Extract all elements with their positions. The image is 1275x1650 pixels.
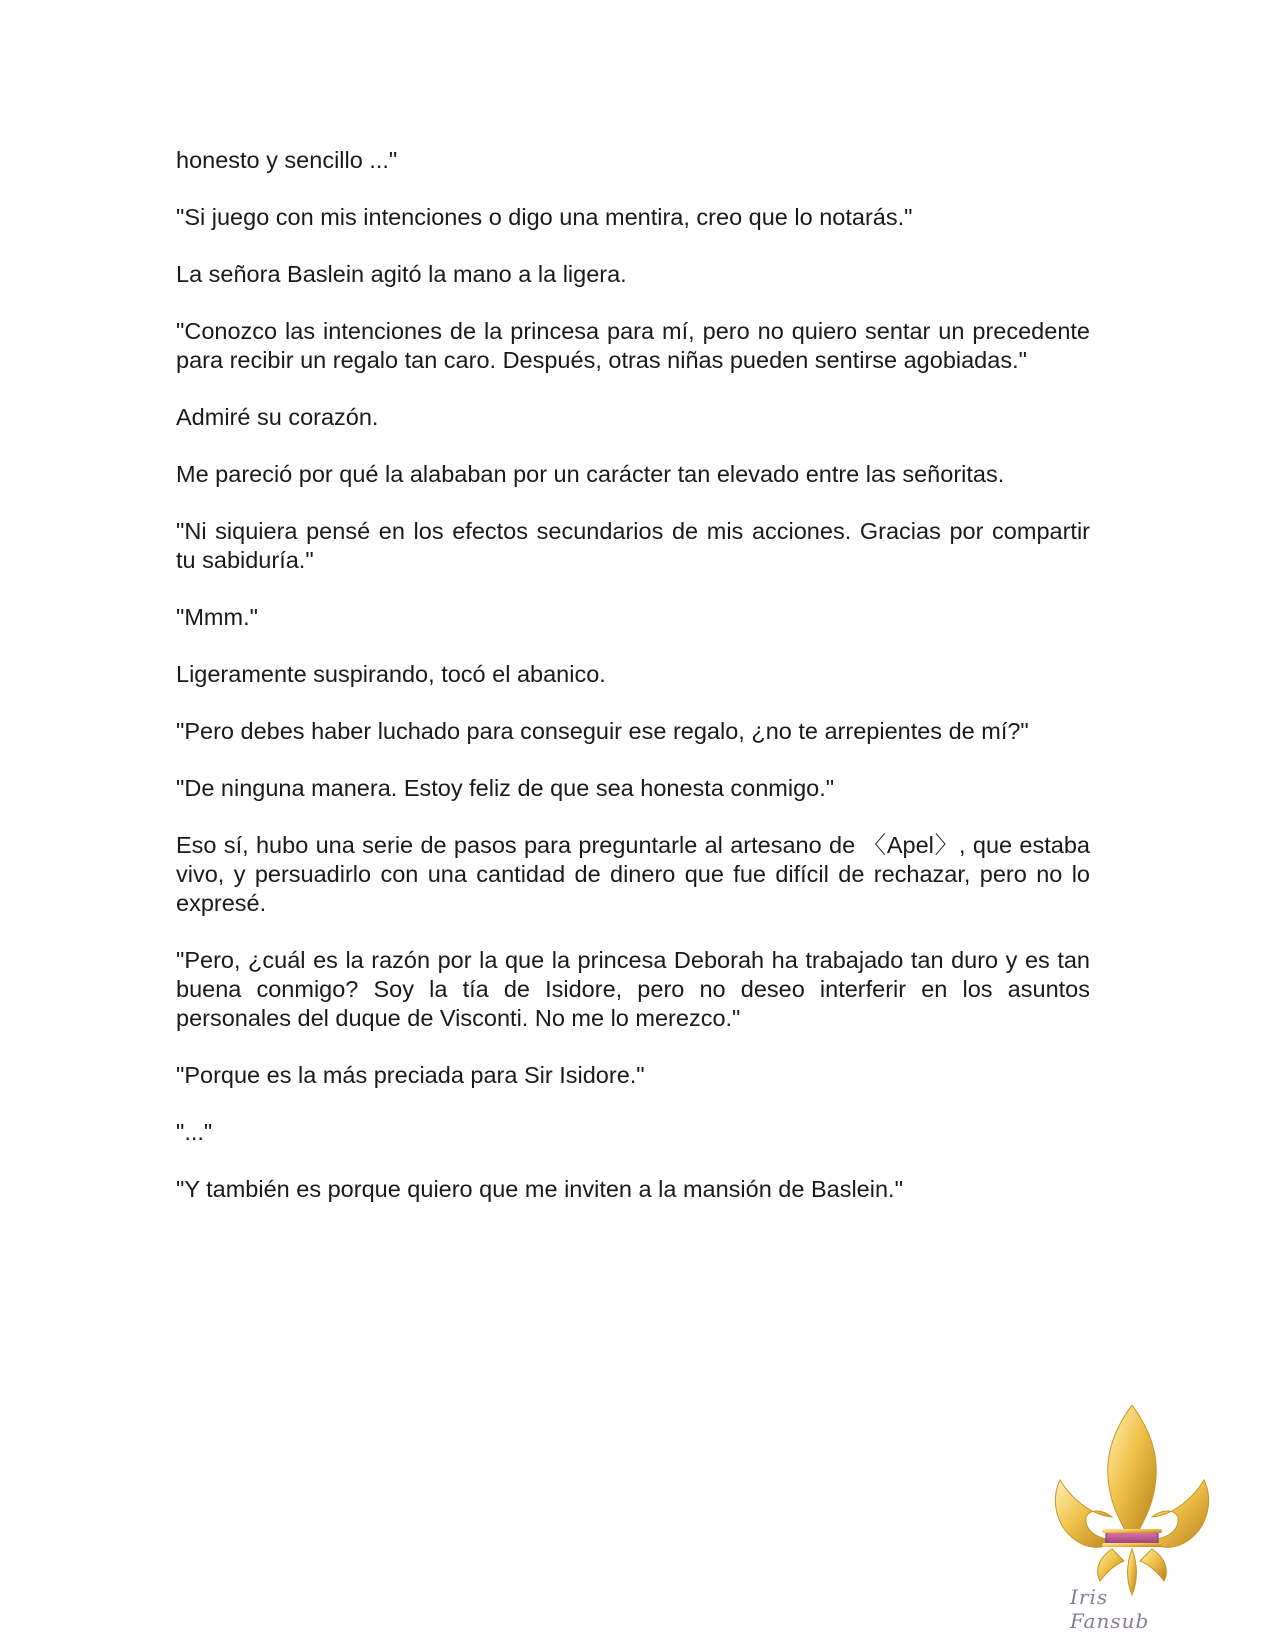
- paragraph: Admiré su corazón.: [176, 404, 379, 430]
- paragraph: "Pero, ¿cuál es la razón por la que la princesa Deborah ha trabajado tan duro y es tan buena conmigo? Soy la tía de Isidore, pero no deseo interferir en los asuntos personales del duque de Visconti. No me lo merezco.": [176, 947, 1090, 1031]
- paragraph: honesto y sencillo ...": [176, 147, 398, 173]
- watermark-label: Iris Fansub: [1070, 1585, 1150, 1633]
- paragraph: Ligeramente suspirando, tocó el abanico.: [176, 661, 606, 687]
- paragraph: "Si juego con mis intenciones o digo una mentira, creo que lo notarás.": [176, 204, 913, 230]
- paragraph: "Conozco las intenciones de la princesa para mí, pero no quiero sentar un precedente para recibir un regalo tan caro. Después, otras niñas pueden sentirse agobiadas.": [176, 318, 1090, 373]
- paragraph: "Pero debes haber luchado para conseguir ese regalo, ¿no te arrepientes de mí?": [176, 718, 1029, 744]
- paragraph: "Y también es porque quiero que me inviten a la mansión de Baslein.": [176, 1176, 903, 1202]
- paragraph: "De ninguna manera. Estoy feliz de que sea honesta conmigo.": [176, 775, 835, 801]
- paragraph: Eso sí, hubo una serie de pasos para preguntarle al artesano de 〈Apel〉, que estaba vivo, y persuadirlo con una cantidad de dinero que fue difícil de rechazar, pero no lo expresé.: [176, 832, 1090, 916]
- paragraph: Me pareció por qué la alababan por un carácter tan elevado entre las señoritas.: [176, 461, 1005, 487]
- paragraph: "Porque es la más preciada para Sir Isidore.": [176, 1062, 645, 1088]
- paragraph: La señora Baslein agitó la mano a la ligera.: [176, 261, 627, 287]
- paragraph: "...": [176, 1119, 213, 1145]
- document-body: [176, 146, 1090, 1232]
- paragraph: "Ni siquiera pensé en los efectos secundarios de mis acciones. Gracias por compartir tu sabiduría.": [176, 518, 1090, 573]
- paragraph: "Mmm.": [176, 604, 258, 630]
